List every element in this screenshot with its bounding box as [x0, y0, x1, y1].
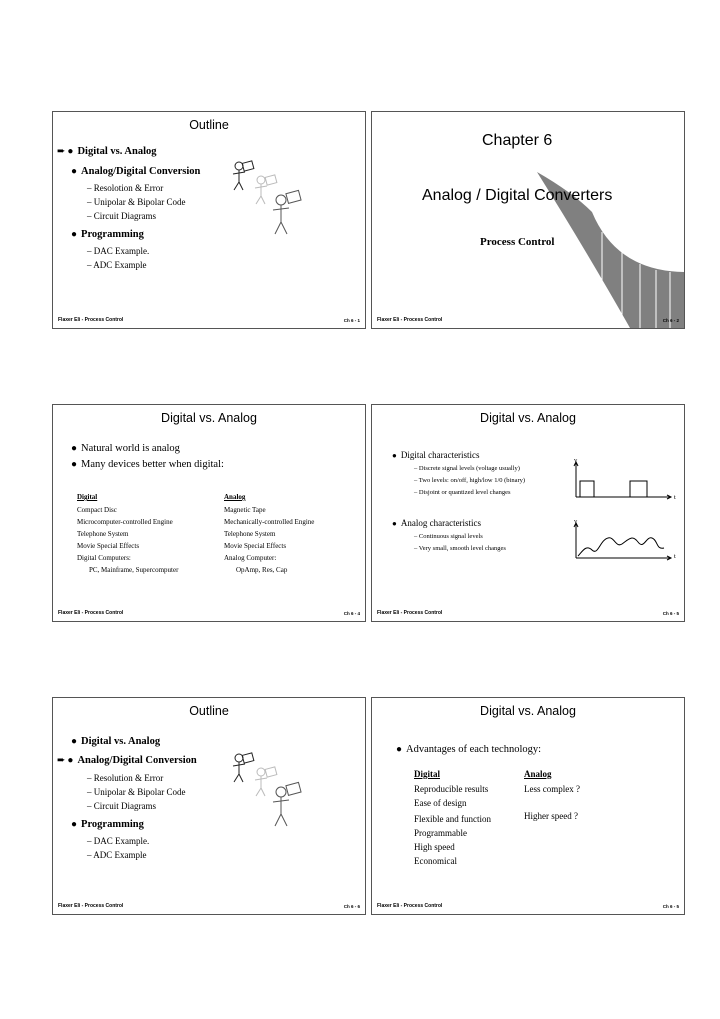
sub-item: – Circuit Diagrams	[87, 801, 156, 811]
axis-label-t: t	[674, 553, 676, 560]
column-header-analog: Analog	[524, 769, 552, 779]
bullet-dot-icon: ●	[71, 736, 78, 747]
list-item: Less complex ?	[524, 784, 580, 794]
bullet-dot-icon: ●	[392, 451, 397, 460]
sub-item: – Discrete signal levels (voltage usually)	[414, 465, 520, 472]
sub-item: – Very small, smooth level changes	[414, 545, 506, 552]
slide-chapter-title	[371, 111, 685, 329]
list-item: Compact Disc	[77, 506, 117, 514]
list-item: PC, Mainframe, Supercomputer	[89, 566, 179, 574]
list-item: Microcomputer-controlled Engine	[77, 518, 173, 526]
list-item: Digital Computers:	[77, 554, 131, 562]
sub-item: – Resolution & Error	[87, 773, 164, 783]
page-number: Ch 6 - 2	[662, 318, 679, 323]
bullet-item: ● Analog characteristics	[392, 518, 482, 528]
column-header-analog: Analog	[224, 493, 246, 501]
footer-author: Flaxer Eli - Process Control	[58, 317, 124, 323]
page-number: Ch 6 - 5	[662, 611, 679, 616]
bullet-dot-icon: ●	[67, 755, 74, 766]
right-arrow-icon: ➨	[57, 146, 66, 157]
chapter-subtitle: Process Control	[480, 236, 555, 248]
sub-item: – Unipolar & Bipolar Code	[87, 197, 186, 207]
bullet-item: ● Many devices better when digital:	[71, 459, 224, 470]
right-arrow-icon: ➨	[57, 755, 66, 766]
footer-author: Flaxer Eli - Process Control	[377, 317, 443, 323]
axis-label-t: t	[674, 494, 676, 501]
footer-author: Flaxer Eli - Process Control	[58, 610, 124, 616]
sub-item: – Resolotion & Error	[87, 183, 164, 193]
footer-author: Flaxer Eli - Process Control	[58, 903, 124, 909]
clipart-figures-icon	[229, 750, 309, 850]
clipart-figures-icon	[229, 158, 309, 258]
slide-digital-vs-analog	[52, 404, 366, 622]
list-item: Telephone System	[77, 530, 129, 538]
footer-author: Flaxer Eli - Process Control	[377, 903, 443, 909]
list-item: Telephone System	[224, 530, 276, 538]
page-number: Ch 6 - 1	[343, 318, 360, 323]
bullet-dot-icon: ●	[396, 744, 403, 755]
axis-label-v: v	[574, 457, 578, 464]
slide-title: Outline	[189, 704, 229, 718]
sub-item: – Disjoint or quantized level changes	[414, 489, 511, 496]
axis-label-v: v	[574, 518, 578, 525]
sub-item: – Two levels: on/off, high/low 1/0 (binary)	[414, 477, 526, 484]
bullet-item: ➨ ● Digital vs. Analog	[57, 146, 157, 157]
list-item: OpAmp, Res, Cap	[236, 566, 288, 574]
digital-waveform-graphic	[572, 459, 672, 505]
sub-item: – DAC Example.	[87, 836, 150, 846]
page-number: Ch 6 - 4	[343, 611, 360, 616]
list-item: Reproducible results	[414, 784, 489, 794]
list-item: Analog Computer:	[224, 554, 277, 562]
column-header-digital: Digital	[414, 769, 440, 779]
bullet-dot-icon: ●	[71, 229, 78, 240]
footer-author: Flaxer Eli - Process Control	[377, 610, 443, 616]
bullet-item: ● Programming	[71, 819, 144, 830]
column-header-digital: Digital	[77, 493, 98, 501]
slide-title: Digital vs. Analog	[161, 411, 257, 425]
slide-title: Digital vs. Analog	[480, 411, 576, 425]
page-number: Ch 6 - 6	[343, 904, 360, 909]
bullet-item: ● Natural world is analog	[71, 443, 180, 454]
list-item: Programmable	[414, 828, 467, 838]
sub-item: – Continuous signal levels	[414, 533, 483, 540]
list-item: Mechanically-controlled Engine	[224, 518, 315, 526]
sub-item: – DAC Example.	[87, 246, 150, 256]
list-item: Higher speed ?	[524, 811, 578, 821]
slide-title: Outline	[189, 118, 229, 132]
bullet-item: ● Digital vs. Analog	[71, 736, 161, 747]
bullet-item: ● Analog/Digital Conversion	[71, 166, 201, 177]
sub-item: – ADC Example	[87, 850, 147, 860]
chapter-number: Chapter 6	[482, 132, 553, 149]
page-number: Ch 6 - 5	[662, 904, 679, 909]
bullet-item: ● Programming	[71, 229, 144, 240]
sub-item: – Unipolar & Bipolar Code	[87, 787, 186, 797]
slide-title: Digital vs. Analog	[480, 704, 576, 718]
slide-advantages	[371, 697, 685, 915]
bullet-dot-icon: ●	[71, 443, 78, 454]
sub-item: – ADC Example	[87, 260, 147, 270]
bullet-dot-icon: ●	[67, 146, 74, 157]
slide-outline-2	[52, 697, 366, 915]
bullet-item: ➨ ● Analog/Digital Conversion	[57, 755, 197, 766]
bullet-dot-icon: ●	[71, 166, 78, 177]
bullet-dot-icon: ●	[71, 819, 78, 830]
slide-characteristics	[371, 404, 685, 622]
analog-waveform-graphic	[572, 520, 672, 566]
list-item: Movie Special Effects	[77, 542, 140, 550]
bullet-dot-icon: ●	[71, 459, 78, 470]
bullet-item: ● Digital characteristics	[392, 450, 480, 460]
chapter-title: Analog / Digital Converters	[422, 187, 613, 204]
list-item: Magnetic Tape	[224, 506, 266, 514]
bullet-dot-icon: ●	[392, 519, 397, 528]
list-item: High speed	[414, 842, 455, 852]
list-item: Movie Special Effects	[224, 542, 287, 550]
list-item: Flexible and function	[414, 814, 491, 824]
bullet-item: ● Advantages of each technology:	[396, 744, 542, 755]
list-item: Ease of design	[414, 798, 467, 808]
sub-item: – Circuit Diagrams	[87, 211, 156, 221]
slide-outline-1	[52, 111, 366, 329]
list-item: Economical	[414, 856, 457, 866]
